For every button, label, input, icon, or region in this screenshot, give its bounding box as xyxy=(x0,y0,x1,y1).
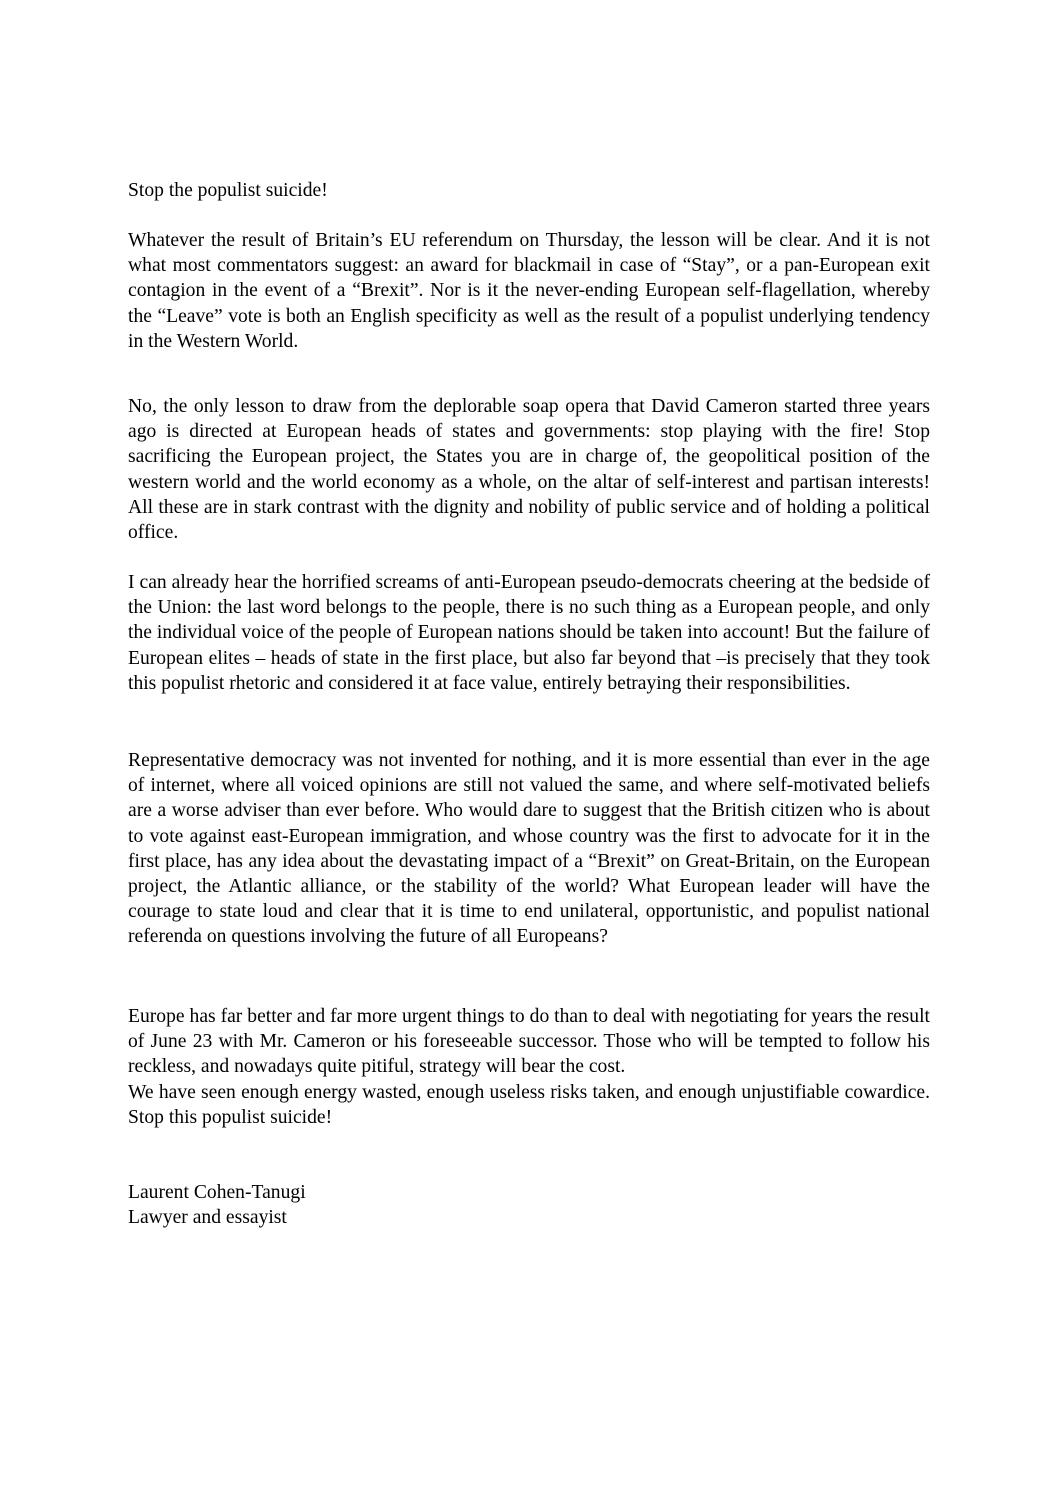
author-name: Laurent Cohen-Tanugi xyxy=(128,1182,306,1203)
paragraph-1: Whatever the result of Britain’s EU referendum on Thursday, the lesson will be clear. And it is not what most commentators suggest: an award for blackmail in case of “Stay”, or a pan-European exit contagion in the event of a “Brexit”. Nor is it the never-ending European self-flagellation, whereby the “Leave” vote is both an English specificity as well as the result of a populist underlying tendency in the Western World. xyxy=(128,230,930,352)
paragraph-3: I can already hear the horrified screams of anti-European pseudo-democrats cheering at the bedside of the Union: the last word belongs to the people, there is no such thing as a European people, and only the individual voice of the people of European nations should be taken into account! But the failure of European elites – heads of state in the first place, but also far beyond that –is precisely that they took this populist rhetoric and considered it at face value, entirely betraying their responsibilities. xyxy=(128,572,930,694)
paragraph-6: We have seen enough energy wasted, enough useless risks taken, and enough unjustifiable cowardice. Stop this populist suicide! xyxy=(128,1082,930,1129)
author-role: Lawyer and essayist xyxy=(128,1207,287,1229)
signature-block xyxy=(128,1180,306,1230)
paragraph-5: Europe has far better and far more urgent things to do than to deal with negotiating for years the result of June 23 with Mr. Cameron or his foreseeable successor. Those who will be tempted to follow his reckless, and nowadays quite pitiful, strategy will bear the cost. xyxy=(128,1006,930,1078)
paragraph-2: No, the only lesson to draw from the deplorable soap opera that David Cameron started three years ago is directed at European heads of states and governments: stop playing with the fire! Stop sacrificing the European project, the States you are in charge of, the geopolitical position of the western world and the world economy as a whole, on the altar of self-interest and partisan interests! All these are in stark contrast with the dignity and nobility of public service and of holding a political office. xyxy=(128,396,930,544)
document-title: Stop the populist suicide! xyxy=(128,180,328,201)
paragraph-4: Representative democracy was not invented for nothing, and it is more essential than ever in the age of internet, where all voiced opinions are still not valued the same, and where self-motivated beliefs are a worse adviser than ever before. Who would dare to suggest that the British citizen who is about to vote against east-European immigration, and whose country was the first to advocate for it in the first place, has any idea about the devastating impact of a “Brexit” on Great-Britain, on the European project, the Atlantic alliance, or the stability of the world? What European leader will have the courage to state loud and clear that it is time to end unilateral, opportunistic, and populist national referenda on questions involving the future of all Europeans? xyxy=(128,750,930,948)
